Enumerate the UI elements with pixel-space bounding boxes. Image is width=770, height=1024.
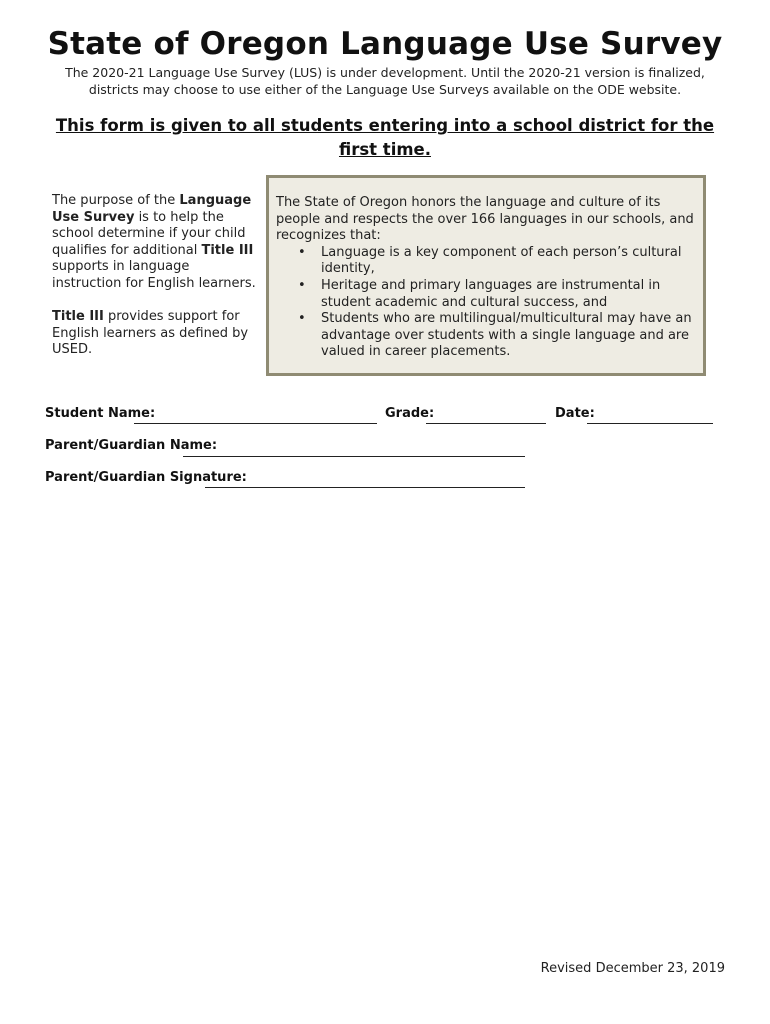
purpose-text: supports in language instruction for English learners. — [52, 259, 256, 291]
purpose-text: is to help the school determine if your child qualifies for additional — [52, 209, 246, 258]
list-item-text: Students who are multilingual/multicultural may have an advantage over students with a single language and are valued in career placements. — [321, 311, 692, 360]
list-item-text: Heritage and primary languages are instrumental in student academic and cultural success, and — [321, 277, 661, 310]
purpose-text: The purpose of the — [52, 193, 180, 208]
page-title: State of Oregon Language Use Survey — [47, 26, 723, 62]
list-item — [276, 311, 701, 361]
title-iii-emphasis: Title III — [52, 309, 104, 325]
title-iii-emphasis: Title III — [201, 242, 254, 258]
survey-name-emphasis: Language Use Survey — [52, 193, 252, 225]
bullet-icon: • — [298, 244, 306, 260]
grade-field[interactable] — [426, 423, 546, 424]
grade-label: Grade: — [385, 406, 435, 421]
honors-intro: The State of Oregon honors the language and culture of its people and respects the over 166 languages in our schools, and recognizes that: — [276, 195, 694, 244]
honors-content — [276, 195, 701, 361]
purpose-paragraph — [52, 193, 262, 293]
title-iii-paragraph — [52, 309, 262, 359]
student-name-field[interactable] — [134, 423, 377, 424]
notice-heading: This form is given to all students entering into a school district for the first time. — [55, 116, 715, 159]
date-field[interactable] — [587, 423, 713, 424]
student-name-label: Student Name: — [45, 406, 156, 421]
bullet-icon: • — [298, 277, 306, 293]
intro-text: The 2020-21 Language Use Survey (LUS) is under development. Until the 2020-21 version is finalized, districts may choose to use either of the Language Use Surveys available on the ODE website. — [65, 65, 705, 97]
honors-box — [266, 175, 706, 376]
list-item-text: Language is a key component of each person’s cultural identity, — [321, 244, 682, 277]
bullet-icon: • — [298, 311, 306, 327]
purpose-section — [52, 193, 262, 359]
honors-list — [276, 245, 701, 361]
list-item — [276, 278, 701, 311]
guardian-name-field[interactable] — [183, 456, 525, 457]
guardian-signature-field[interactable] — [205, 487, 525, 488]
guardian-name-label: Parent/Guardian Name: — [45, 438, 218, 453]
guardian-signature-label: Parent/Guardian Signature: — [45, 470, 247, 485]
revision-date: Revised December 23, 2019 — [540, 961, 725, 976]
list-item — [276, 245, 701, 278]
date-label: Date: — [555, 406, 595, 421]
title-iii-text: provides support for English learners as defined by USED. — [52, 309, 249, 358]
